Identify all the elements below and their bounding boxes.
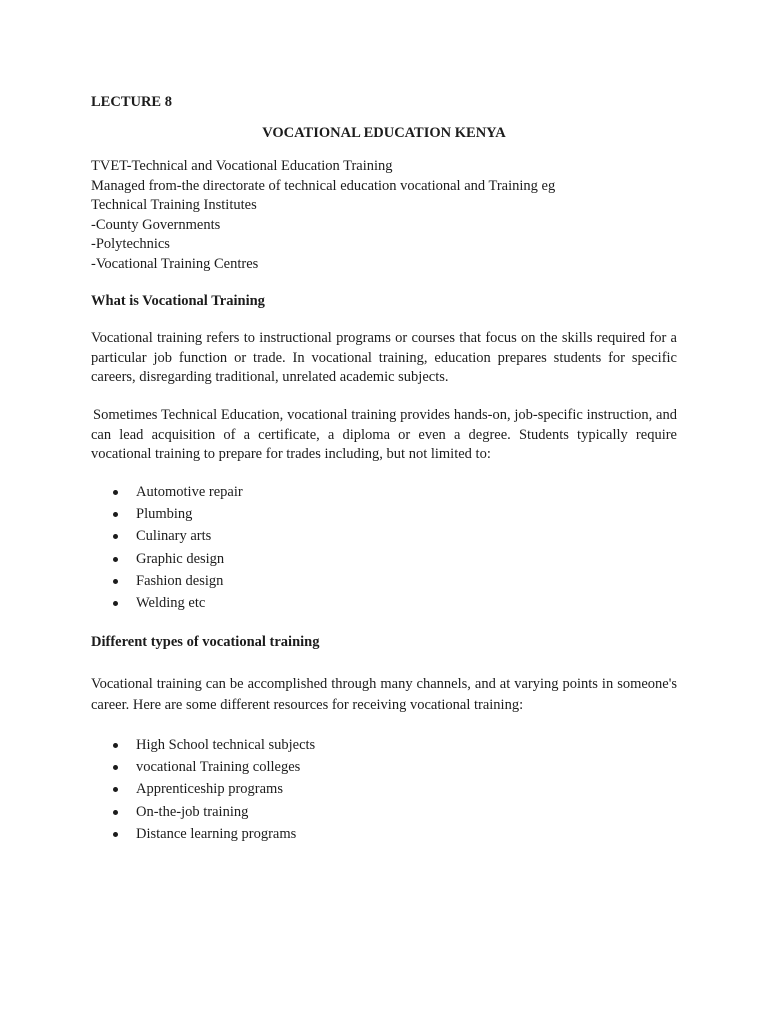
list-item [110,592,243,614]
list-item [110,503,243,525]
list-item [110,525,243,547]
list-item [110,548,243,570]
intro-line: Managed from-the directorate of technical education vocational and Training eg [91,177,556,194]
list-item [110,801,315,823]
list-item-text: Distance learning programs [136,825,297,842]
list-item-text: vocational Training colleges [136,759,301,776]
list-item [110,778,315,800]
list-item-text: Fashion design [136,572,224,589]
section-heading: What is Vocational Training [91,293,265,309]
bullet-icon [113,512,118,517]
paragraph-text: Sometimes Technical Education, vocational training provides hands-on, job-specific instruction, and can lead acquisition of a certificate, a diploma or even a degree. Students typically require vocational training to prepare for trades including, but not limited to: [91,407,677,463]
list-item [110,823,315,845]
list-item-text: Automotive repair [136,484,243,500]
bullet-icon [113,765,118,770]
list-item [110,570,243,592]
bullet-icon [113,743,118,748]
list-item-text: Welding etc [136,594,206,611]
paragraph [91,406,677,465]
list-item-text: On-the-job training [136,803,249,820]
list-item-text: High School technical subjects [136,737,316,753]
bullet-icon [113,601,118,606]
list-item [110,756,315,778]
list-item [110,481,243,503]
bullet-icon [113,557,118,562]
paragraph: Vocational training refers to instructional programs or courses that focus on the skills required for a particular job function or trade. In vocational training, education prepares students for specific careers, disregarding traditional, unrelated academic subjects. [91,330,677,386]
list-item-text: Apprenticeship programs [136,781,283,798]
intro-line: -Vocational Training Centres [91,255,259,272]
list-item-text: Culinary arts [136,528,212,545]
intro-line: TVET-Technical and Vocational Education Training [91,158,393,174]
lecture-label: LECTURE 8 [91,94,172,110]
bullet-icon [113,832,118,837]
list-item-text: Plumbing [136,506,193,523]
section-heading: Different types of vocational training [91,634,320,650]
bullet-icon [113,490,118,495]
intro-block [91,157,677,275]
trades-list [110,481,243,614]
intro-line: -County Governments [91,216,221,233]
resources-list [110,734,315,845]
list-item-text: Graphic design [136,550,225,567]
bullet-icon [113,579,118,584]
list-item [110,734,315,756]
bullet-icon [113,534,118,539]
page-title: VOCATIONAL EDUCATION KENYA [262,125,506,141]
bullet-icon [113,810,118,815]
intro-line: -Polytechnics [91,236,170,253]
intro-line: Technical Training Institutes [91,197,257,214]
bullet-icon [113,787,118,792]
paragraph: Vocational training can be accomplished through many channels, and at varying points in someone's career. Here are some different resources for receiving vocational training: [91,676,677,713]
